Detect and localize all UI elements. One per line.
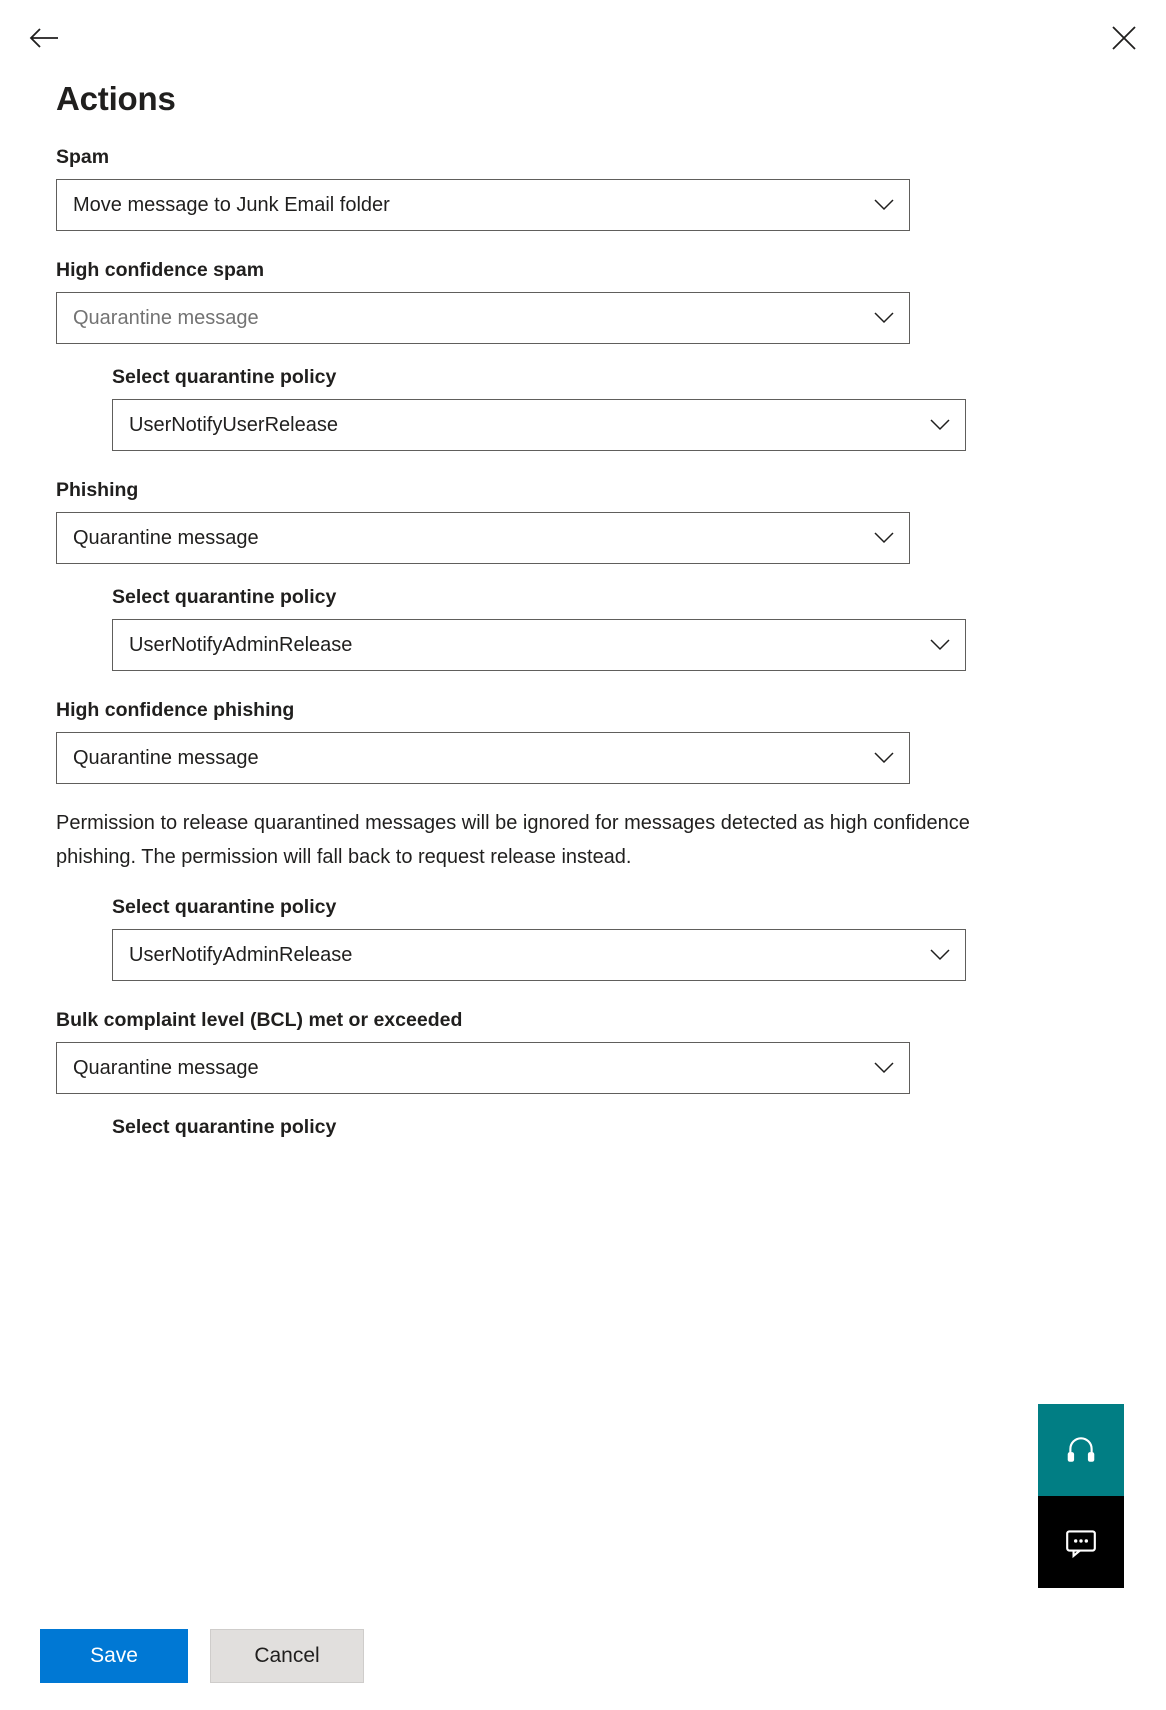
cancel-button[interactable]: Cancel (210, 1629, 364, 1683)
chevron-down-icon (873, 1057, 895, 1079)
quarantine-policy-group-3 (112, 896, 1110, 981)
dropdown-quarantine-policy-high-confidence-phishing-value: UserNotifyAdminRelease (129, 943, 353, 966)
chevron-down-icon (873, 307, 895, 329)
label-select-quarantine-policy: Select quarantine policy (112, 1116, 337, 1138)
dropdown-quarantine-policy-high-confidence-spam-value: UserNotifyUserRelease (129, 413, 338, 436)
high-confidence-phishing-note: Permission to release quarantined messages will be ignored for messages detected as high confidence phishing. The permission will fall back to request release instead. (56, 812, 970, 868)
dropdown-phishing-action-value: Quarantine message (73, 526, 259, 549)
panel-content (0, 72, 1166, 1600)
label-select-quarantine-policy: Select quarantine policy (112, 366, 337, 388)
dropdown-high-confidence-spam-action[interactable] (56, 292, 910, 344)
field-group-spam (56, 146, 1110, 231)
chevron-down-icon (873, 747, 895, 769)
panel-header (0, 0, 1166, 72)
page-title: Actions (56, 80, 176, 117)
dropdown-quarantine-policy-high-confidence-spam[interactable] (112, 399, 966, 451)
field-group-high-confidence-spam (56, 259, 1110, 344)
help-widget-stack (1038, 1404, 1124, 1588)
back-button[interactable] (22, 16, 66, 60)
chevron-down-icon (873, 194, 895, 216)
dropdown-quarantine-policy-phishing[interactable] (112, 619, 966, 671)
close-icon[interactable] (1102, 16, 1146, 60)
label-spam: Spam (56, 146, 110, 168)
chevron-down-icon (929, 944, 951, 966)
dropdown-high-confidence-spam-action-value: Quarantine message (73, 306, 259, 329)
label-bulk-complaint-level: Bulk complaint level (BCL) met or exceeded (56, 1009, 463, 1031)
dropdown-spam-action-value: Move message to Junk Email folder (73, 193, 390, 216)
quarantine-policy-group-1 (112, 366, 1110, 451)
label-phishing: Phishing (56, 479, 139, 501)
field-group-high-confidence-phishing (56, 699, 1110, 784)
dropdown-quarantine-policy-high-confidence-phishing[interactable] (112, 929, 966, 981)
dropdown-high-confidence-phishing-action-value: Quarantine message (73, 746, 259, 769)
label-high-confidence-phishing: High confidence phishing (56, 699, 295, 721)
dropdown-high-confidence-phishing-action[interactable] (56, 732, 910, 784)
dropdown-bulk-complaint-level-action-value: Quarantine message (73, 1056, 259, 1079)
label-select-quarantine-policy: Select quarantine policy (112, 896, 337, 918)
panel-footer (0, 1600, 1166, 1710)
dropdown-bulk-complaint-level-action[interactable] (56, 1042, 910, 1094)
dropdown-spam-action[interactable] (56, 179, 910, 231)
label-select-quarantine-policy: Select quarantine policy (112, 586, 337, 608)
chevron-down-icon (929, 414, 951, 436)
chevron-down-icon (929, 634, 951, 656)
save-button[interactable]: Save (40, 1629, 188, 1683)
chat-icon[interactable] (1038, 1496, 1124, 1588)
label-high-confidence-spam: High confidence spam (56, 259, 265, 281)
dropdown-quarantine-policy-phishing-value: UserNotifyAdminRelease (129, 633, 353, 656)
headset-icon[interactable] (1038, 1404, 1124, 1496)
field-group-phishing (56, 479, 1110, 564)
quarantine-policy-group-2 (112, 586, 1110, 671)
dropdown-phishing-action[interactable] (56, 512, 910, 564)
field-group-bulk-complaint-level (56, 1009, 1110, 1094)
chevron-down-icon (873, 527, 895, 549)
